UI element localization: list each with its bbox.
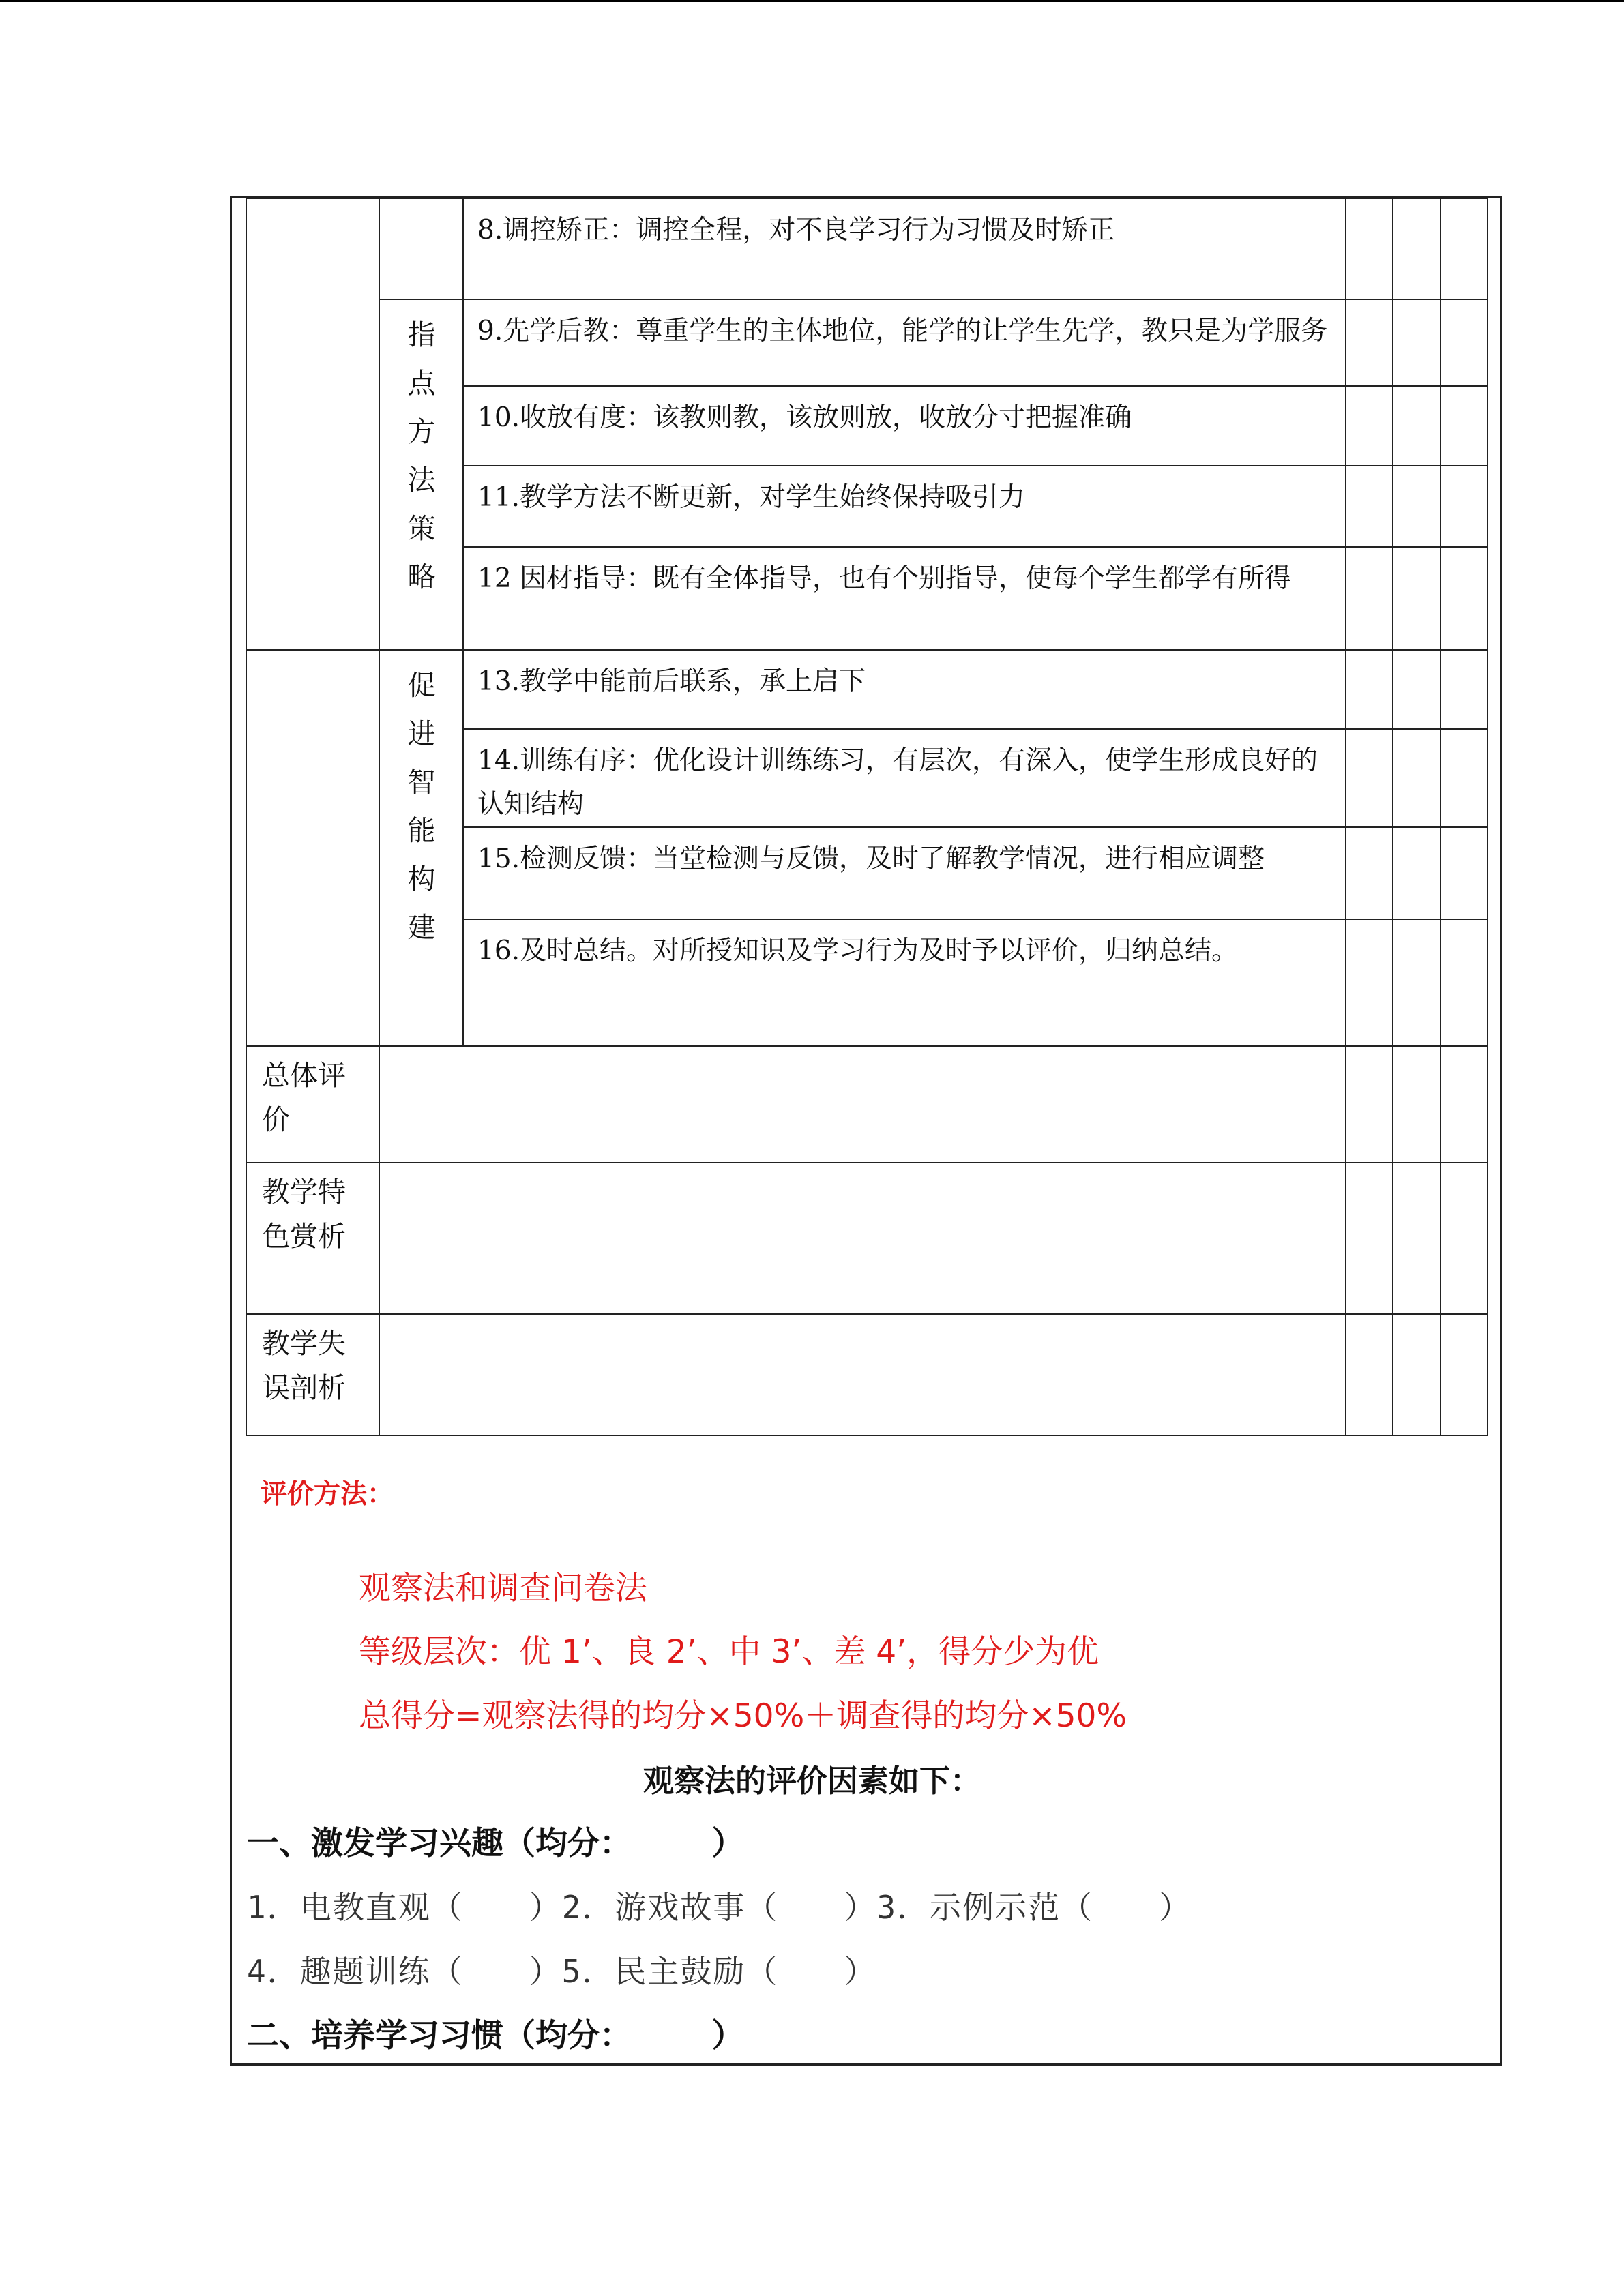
- score-cell[interactable]: [1441, 729, 1488, 827]
- overall-label-cell: [246, 1046, 379, 1163]
- score-cell[interactable]: [1393, 299, 1441, 386]
- score-cell[interactable]: [1393, 650, 1441, 729]
- category-label: 指点方法策略: [407, 318, 436, 593]
- subcategory-cell-empty: [379, 198, 463, 299]
- category-guidance: [379, 299, 463, 650]
- faults-input[interactable]: [379, 1314, 1346, 1435]
- table-row: [246, 1163, 1488, 1314]
- score-cell[interactable]: [1393, 1046, 1441, 1163]
- score-cell[interactable]: [1441, 827, 1488, 919]
- score-cell[interactable]: [1393, 827, 1441, 919]
- score-cell[interactable]: [1346, 466, 1393, 547]
- score-cell[interactable]: [1441, 547, 1488, 650]
- table-row: [246, 1046, 1488, 1163]
- category-cell-empty: [246, 650, 379, 1046]
- features-label-cell: [246, 1163, 379, 1314]
- score-cell[interactable]: [1441, 1163, 1488, 1314]
- criterion-text: 13.教学中能前后联系，承上启下: [463, 650, 1346, 729]
- method-line-2: 等级层次：优 1’、良 2’、中 3’、差 4’，得分少为优: [359, 1633, 1099, 1671]
- faults-label-cell: [246, 1314, 379, 1435]
- score-cell[interactable]: [1393, 466, 1441, 547]
- method-line-1: 观察法和调查问卷法: [359, 1570, 647, 1607]
- method-title: 评价方法：: [261, 1479, 394, 1510]
- criterion-text: 12 因材指导：既有全体指导，也有个别指导，使每个学生都学有所得: [463, 547, 1346, 650]
- score-cell[interactable]: [1393, 1314, 1441, 1435]
- score-cell[interactable]: [1441, 1314, 1488, 1435]
- score-cell[interactable]: [1346, 827, 1393, 919]
- faults-label: 教学失误剖析: [262, 1327, 346, 1404]
- score-cell[interactable]: [1346, 1314, 1393, 1435]
- factor-line-2: 4．趣题训练（ ）5．民主鼓励（ ）: [247, 1953, 877, 1990]
- score-cell[interactable]: [1441, 919, 1488, 1046]
- section-heading-1: 一、激发学习兴趣（均分： ）: [247, 1825, 744, 1862]
- score-cell[interactable]: [1441, 650, 1488, 729]
- score-cell[interactable]: [1346, 299, 1393, 386]
- score-cell[interactable]: [1393, 386, 1441, 466]
- features-label: 教学特色赏析: [262, 1176, 346, 1253]
- criterion-text: 8.调控矫正：调控全程，对不良学习行为习惯及时矫正: [463, 198, 1346, 299]
- criterion-text: 9.先学后教：尊重学生的主体地位，能学的让学生先学，教只是为学服务: [463, 299, 1346, 386]
- overall-label: 总体评价: [262, 1059, 346, 1136]
- category-label: 促进智能构建: [407, 669, 436, 944]
- score-cell[interactable]: [1346, 547, 1393, 650]
- score-cell[interactable]: [1346, 1046, 1393, 1163]
- score-cell[interactable]: [1393, 1163, 1441, 1314]
- category-cell-empty: [246, 198, 379, 650]
- table-row: [246, 299, 1488, 386]
- observation-title: 观察法的评价因素如下：: [643, 1763, 981, 1799]
- score-cell[interactable]: [1441, 1046, 1488, 1163]
- score-cell[interactable]: [1346, 386, 1393, 466]
- score-cell[interactable]: [1441, 386, 1488, 466]
- table-row: [246, 650, 1488, 729]
- factor-line-1: 1．电教直观（ ）2．游戏故事（ ）3．示例示范（ ）: [247, 1889, 1192, 1926]
- score-cell[interactable]: [1346, 650, 1393, 729]
- score-cell[interactable]: [1441, 198, 1488, 299]
- criterion-text: 10.收放有度：该教则教，该放则放，收放分寸把握准确: [463, 386, 1346, 466]
- score-cell[interactable]: [1393, 919, 1441, 1046]
- table-row: [246, 198, 1488, 299]
- criterion-text: 16.及时总结。对所授知识及学习行为及时予以评价，归纳总结。: [463, 919, 1346, 1046]
- table-row: [246, 1314, 1488, 1435]
- features-input[interactable]: [379, 1163, 1346, 1314]
- score-cell[interactable]: [1393, 198, 1441, 299]
- score-cell[interactable]: [1393, 729, 1441, 827]
- evaluation-table: [246, 198, 1488, 1436]
- category-promote: [379, 650, 463, 1046]
- criterion-text: 11.教学方法不断更新，对学生始终保持吸引力: [463, 466, 1346, 547]
- score-cell[interactable]: [1441, 466, 1488, 547]
- score-cell[interactable]: [1346, 919, 1393, 1046]
- score-cell[interactable]: [1346, 198, 1393, 299]
- section-heading-2: 二、培养学习习惯（均分： ）: [247, 2017, 744, 2055]
- score-cell[interactable]: [1346, 729, 1393, 827]
- overall-input[interactable]: [379, 1046, 1346, 1163]
- method-line-3: 总得分=观察法得的均分×50%＋调查得的均分×50%: [359, 1697, 1127, 1735]
- criterion-text: 14.训练有序：优化设计训练练习，有层次，有深入，使学生形成良好的认知结构: [463, 729, 1346, 827]
- page-top-border: [0, 0, 1624, 2]
- score-cell[interactable]: [1346, 1163, 1393, 1314]
- score-cell[interactable]: [1393, 547, 1441, 650]
- score-cell[interactable]: [1441, 299, 1488, 386]
- criterion-text: 15.检测反馈：当堂检测与反馈，及时了解教学情况，进行相应调整: [463, 827, 1346, 919]
